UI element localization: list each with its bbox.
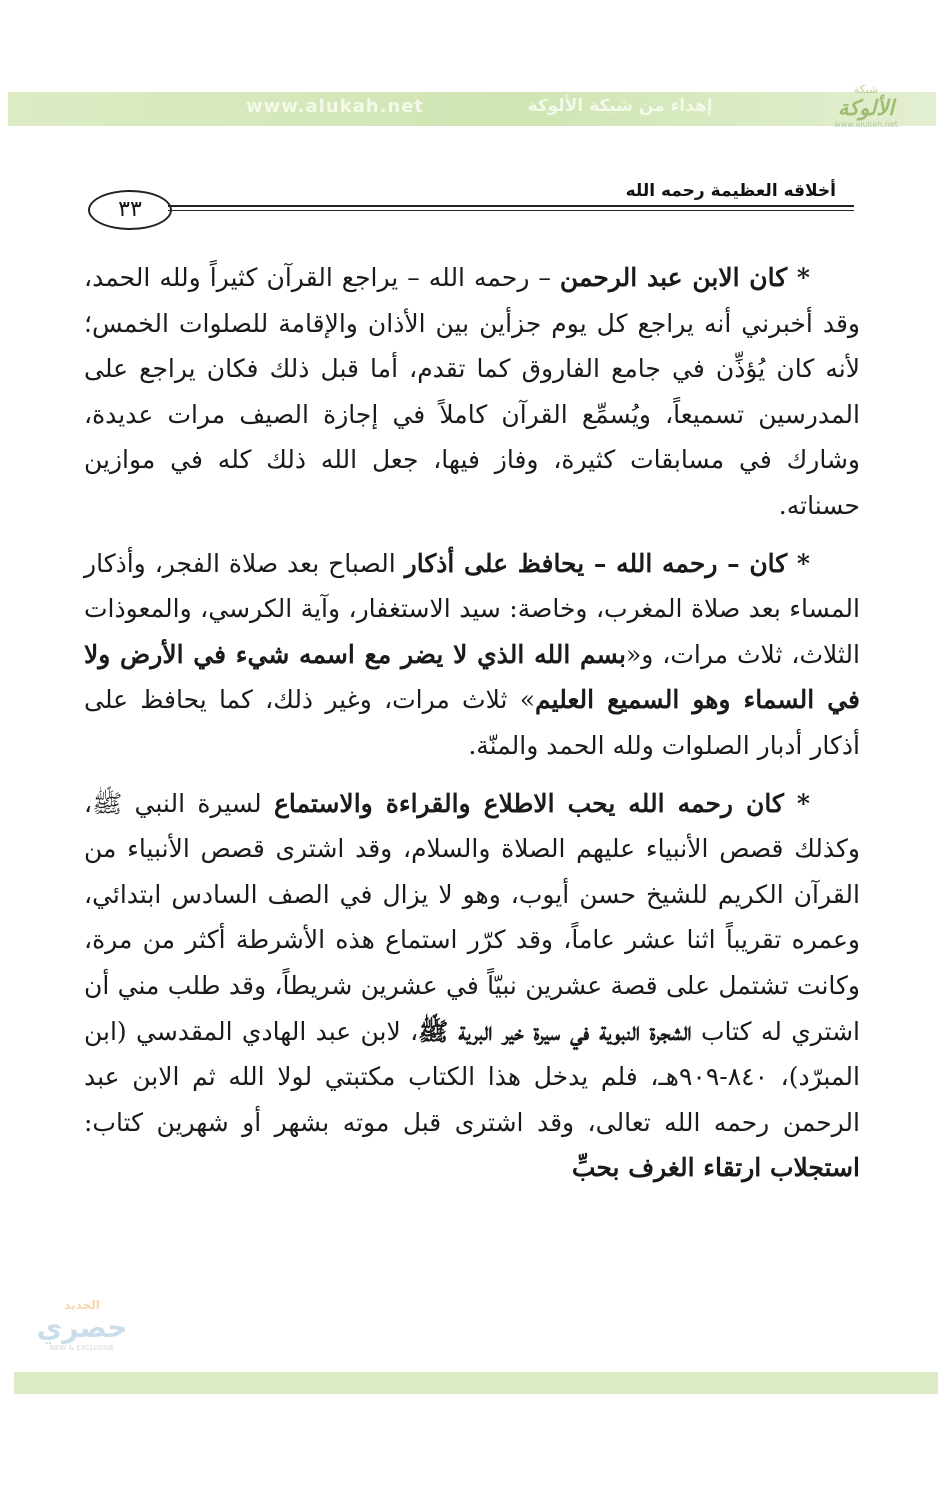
watermark-top-text: الجديد [64, 1298, 100, 1312]
logo-small-text: شبكة [853, 83, 879, 96]
paragraph-1-lead: * كان الابن عبد الرحمن [559, 263, 811, 292]
logo-url-text: www.alukah.net [834, 120, 898, 129]
logo-main-text: الألوكة [837, 96, 895, 120]
site-url-link[interactable]: www.alukah.net [245, 96, 425, 117]
paragraph-3 [84, 781, 860, 1191]
watermark-main-text: حصري [36, 1311, 128, 1344]
paragraph-3-book-title: الشجرة النبوية في سيرة خير البرية ﷺ [418, 1016, 692, 1046]
paragraph-2-text-a: الصباح بعد صلاة الفجر، وأذكار المساء بعد صلاة المغرب، وخاصة: سيد الاستغفار، وآية الكرسي، والمعوذات الثلاث، ثلاث مرات، و« [84, 548, 860, 669]
footer-band [14, 1372, 938, 1394]
paragraph-3-lead: * كان رحمه الله يحب الاطلاع والقراءة والاستماع [273, 788, 810, 818]
watermark-logo [22, 1298, 142, 1362]
gift-banner-text: إهداء من شبكة الألوكة [527, 96, 713, 116]
paragraph-3-text-a: لسيرة النبي ﷺ، وكذلك قصص الأنبياء عليهم الصلاة والسلام، وقد اشترى قصص الأنبياء من القرآن الكريم للشيخ حسن أيوب، وهو لا يزال في الصف السادس ابتدائي، وعمره تقريباً اثنا عشر عاماً، وقد كرّر استماع هذه الأشرطة أكثر من مرة، وكانت تشتمل على قصة عشرين نبيّاً في عشرين شريطاً، وقد طلب مني أن اشتري له كتاب [84, 788, 860, 1046]
body-text [84, 255, 860, 1203]
alukah-logo [818, 84, 914, 136]
paragraph-2-lead: * كان – رحمه الله – يحافظ على أذكار [404, 548, 810, 578]
watermark-sub-text: NEW & EXCLUSIVE [49, 1344, 115, 1352]
page-number: ٣٣ [88, 190, 172, 230]
paragraph-2 [84, 541, 860, 769]
header-rule [168, 205, 854, 207]
paragraph-3-book-title-2: استجلاب ارتقاء الغرف بحبِّ [571, 1153, 860, 1183]
paragraph-2-dhikr: بسم الله الذي لا يضر مع اسمه شيء في الأرض ولا في السماء وهو السميع العليم [84, 639, 860, 715]
header-rule-thin [168, 210, 854, 211]
paragraph-2-text-b: » ثلاث مرات، وغير ذلك، كما يحافظ على أذكار أدبار الصلوات ولله الحمد والمنّة. [84, 685, 860, 760]
paragraph-3-text-b: ، لابن عبد الهادي المقدسي (ابن المبرّد)، ٨٤٠-٩٠٩هـ، فلم يدخل هذا الكتاب مكتبتي لولا الله ثم الابن عبد الرحمن رحمه الله تعالى، وقد اشترى قبل موته بشهر أو شهرين كتاب: [84, 1016, 860, 1137]
paragraph-1 [84, 255, 860, 529]
running-head-title: أخلاقه العظيمة رحمه الله [625, 181, 836, 201]
paragraph-1-text: – رحمه الله – يراجع القرآن كثيراً ولله الحمد، وقد أخبرني أنه يراجع كل يوم جزأين بين الأذان والإقامة للصلوات الخمس؛ لأنه كان يُؤذِّن في جامع الفاروق كما تقدم، أما قبل ذلك فكان يراجع على المدرسين تسميعاً، ويُسمِّع القرآن كاملاً في إجازة الصيف مرات عديدة، وشارك في مسابقات كثيرة، وفاز فيها، جعل الله ذلك كله في موازين حسناته. [84, 263, 860, 520]
